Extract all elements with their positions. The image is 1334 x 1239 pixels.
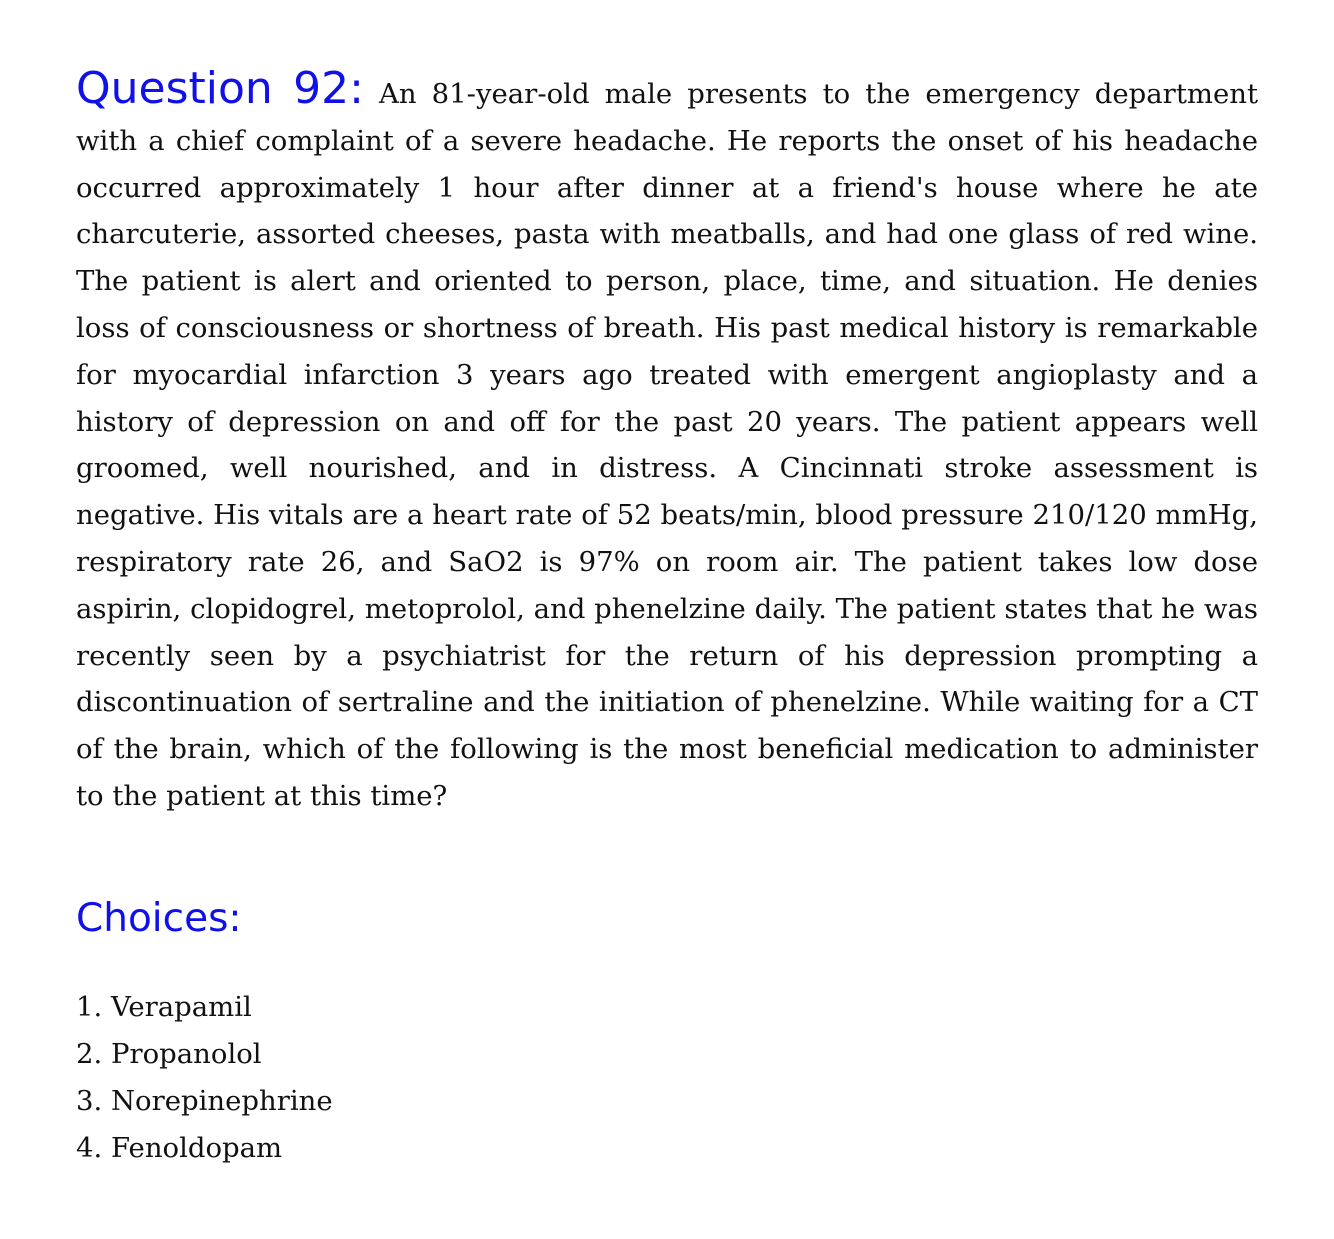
choice-item: 2. Propanolol (76, 1037, 262, 1070)
question-block (76, 63, 1258, 820)
question-label: Question 92: (76, 63, 364, 114)
choice-item: 3. Norepinephrine (76, 1084, 333, 1117)
choices-list (76, 984, 1258, 1172)
question-page (76, 63, 1258, 1172)
choices-heading: Choices: (76, 895, 242, 941)
question-text: An 81-year-old male presents to the emergency department with a chief complaint of a severe headache. He reports the onset of his headache occurred approximately 1 hour after dinner at a friend's house where he ate charcuterie, assorted cheeses, pasta with meatballs, and had one glass of red wine. The patient is alert and oriented to person, place, time, and situation. He denies loss of consciousness or shortness of breath. His past medical history is remarkable for myocardial infarction 3 years ago treated with emergent angioplasty and a history of depression on and off for the past 20 years. The patient appears well groomed, well nourished, and in distress. A Cincinnati stroke assessment is negative. His vitals are a heart rate of 52 beats/min, blood pressure 210/120 mmHg, respiratory rate 26, and SaO2 is 97% on room air. The patient takes low dose aspirin, clopidogrel, metoprolol, and phenelzine daily. The patient states that he was recently seen by a psychiatrist for the return of his depression prompting a discontinuation of sertraline and the initiation of phenelzine. While waiting for a CT of the brain, which of the following is the most beneficial medication to administer to the patient at this time? (76, 78, 1258, 812)
choice-item: 1. Verapamil (76, 990, 252, 1023)
choice-item: 4. Fenoldopam (76, 1131, 283, 1164)
